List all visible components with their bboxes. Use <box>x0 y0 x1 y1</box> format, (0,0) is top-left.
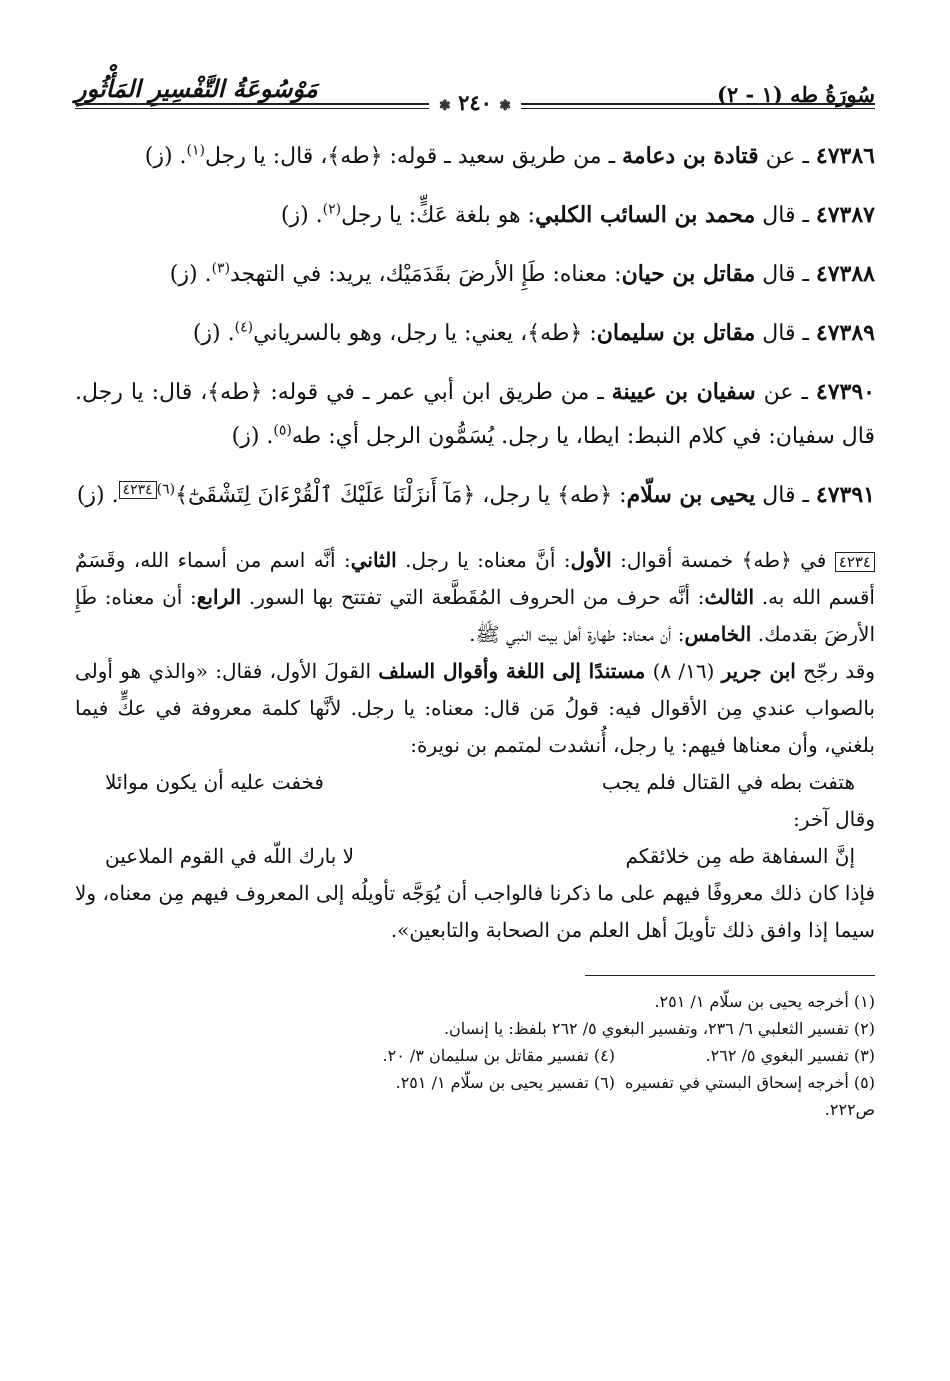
narrator-name: سفيان بن عيينة <box>611 379 756 405</box>
poetry-verse <box>75 838 875 875</box>
verse-hemistich: فخفت عليه أن يكون موائلا <box>105 770 324 794</box>
commentary-paragraph <box>75 542 875 653</box>
entry-intro: ـ عن <box>758 144 816 169</box>
entry-intro: ـ قال <box>755 321 816 346</box>
footnote-ref: (٢) <box>322 201 342 218</box>
footnote-ref: (٥) <box>273 422 292 439</box>
commentary-section <box>75 542 875 949</box>
narration-entry <box>75 134 875 179</box>
entry-intro: ـ قال <box>755 203 816 228</box>
verse-hemistich: إنَّ السفاهة طه مِن خلائقكم <box>625 844 855 868</box>
narration-entry <box>75 193 875 238</box>
verse-hemistich: هتفت بطه في القتال فلم يجب <box>601 770 855 794</box>
footnote: (٥) أخرجه إسحاق البستي في تفسيره ص٢٢٢. <box>624 1073 875 1119</box>
book-title: مَوْسُوعَةُ التَّفْسِيرِ المَأْثُورِ <box>75 74 318 103</box>
footnote-ref: (٤) <box>234 319 254 336</box>
entry-text: : ﴿طه﴾، يعني: يا رجل، وهو بالسرياني <box>253 321 597 346</box>
narrator-name: يحيى بن سلّام <box>626 482 756 508</box>
footnote-row <box>75 1069 875 1123</box>
emphasized-term: الثاني <box>350 548 397 572</box>
commentary-ref-box[interactable]: ٤٢٣٤ <box>119 481 157 499</box>
footnote: (١) أخرجه يحيى بن سلّام ١/ ٢٥١. <box>654 992 875 1011</box>
narrator-name: محمد بن السائب الكلبي <box>535 202 756 228</box>
entry-suffix: . (ز) <box>169 262 212 287</box>
footnote: (٦) تفسير يحيى بن سلّام ١/ ٢٥١. <box>395 1073 615 1092</box>
commentary-paragraph: فإذا كان ذلك معروفًا فيهم على ما ذكرنا فالواجب أن يُوَجَّه تأويلُه إلى المعروف فيهم مِن معناه، ولا سيما إذا وافق ذلك تأويلَ أهل العلم من الصحابة والتابعين». <box>75 881 875 942</box>
verse-hemistich: لا بارك اللّه في القوم الملاعين <box>105 844 355 868</box>
footnote: (٣) تفسير البغوي ٥/ ٢٦٢. <box>705 1046 875 1065</box>
entry-intro: ـ عن <box>755 380 816 405</box>
poetry-verse <box>75 764 875 801</box>
footnotes <box>75 988 875 1123</box>
entry-text: ـ من طريق سعيد ـ قوله: ﴿طه﴾، قال: يا رجل <box>205 144 623 169</box>
entry-number: ٤٧٣٨٦ <box>815 143 875 169</box>
narrator-name: قتادة بن دعامة <box>622 143 759 169</box>
entry-number: ٤٧٣٨٧ <box>815 202 875 228</box>
entry-number: ٤٧٣٩١ <box>815 482 875 508</box>
commentary-paragraph: وقال آخر: <box>793 807 875 831</box>
narrations <box>75 134 875 518</box>
emphasized-term: ابن جرير <box>721 659 796 683</box>
commentary-text: في ﴿طه﴾ خمسة أقوال: الأول: أنَّ معناه: يا رجل. الثاني: أنَّه اسم من أسماء الله، وقَسَمٌ أقسم الله به. الثالث: أنَّه حرف من الحروف المُقَطَّعة التي تفتتح بها السور. الرابع: أن معناه: طَإِ الأرضَ بقدمك. الخامس: أن معناه: طهارة أهل بيت النبي ﷺ. <box>75 548 875 646</box>
entry-intro: ـ قال <box>755 483 816 508</box>
entry-suffix: . (ز) <box>192 321 235 346</box>
entry-text: : هو بلغة عَكٍّ: يا رجل <box>341 203 536 228</box>
footnote-ref: (٦) <box>156 481 176 498</box>
emphasized-term: الرابع <box>196 585 242 609</box>
footnote-ref: (١) <box>186 142 205 159</box>
commentary-paragraph: وقد رجّح ابن جرير (١٦/ ٨) مستندًا إلى اللغة وأقوال السلف القولَ الأول، فقال: «والذي هو أولى بالصواب عندي مِن الأقوال فيه: قولُ مَن قال: معناه: يا رجل. لأنَّها كلمة معروفة في عكٍّ فيما بلغني، وأن معناها فيهم: يا رجل، أُنشدت لمتمم بن نويرة: <box>75 659 875 757</box>
entry-number: ٤٧٣٩٠ <box>815 379 875 405</box>
footnote-row <box>75 1042 875 1069</box>
entry-suffix: . (ز) <box>76 483 119 508</box>
footnote: (٢) تفسير الثعلبي ٦/ ٢٣٦، وتفسير البغوي ٥/ ٢٦٢ بلفظ: يا إنسان. <box>443 1019 875 1038</box>
footnote-ref: (٣) <box>211 260 231 277</box>
emphasized-term: الأول <box>570 548 612 572</box>
narration-entry <box>75 473 875 518</box>
emphasized-term: الخامس <box>684 622 752 646</box>
surah-heading: سُورَةُ طه (١ - ٢) <box>717 82 875 107</box>
entry-number: ٤٧٣٨٩ <box>815 320 875 346</box>
narrator-name: مقاتل بن سليمان <box>596 320 756 346</box>
page-header <box>75 60 875 115</box>
commentary-number-box: ٤٢٣٤ <box>835 552 875 572</box>
entry-suffix: . (ز) <box>144 144 187 169</box>
entry-text: : ﴿طه﴾ يا رجل، ﴿مَآ أَنزَلْنَا عَلَيْكَ ٱلْقُرْءَانَ لِتَشْقَىٰٓ﴾ <box>175 483 627 508</box>
footnote: (٤) تفسير مقاتل بن سليمان ٣/ ٢٠. <box>382 1046 615 1065</box>
narration-entry <box>75 370 875 459</box>
entry-intro: ـ قال <box>755 262 816 287</box>
emphasized-term: مستندًا إلى اللغة وأقوال السلف <box>378 659 646 683</box>
entry-suffix: . (ز) <box>280 203 323 228</box>
footnote-rule <box>585 975 875 976</box>
entry-text: ـ من طريق ابن أبي عمر ـ في قوله: ﴿طه﴾، قال: يا رجل. قال سفيان: في كلام النبط: ايطا، يا رجل. يُسَمُّون الرجل أي: طه <box>75 380 875 449</box>
narration-entry <box>75 252 875 297</box>
entry-text: : معناه: طَإِ الأرضَ بقَدَمَيْك، يريد: في التهجد <box>230 262 622 287</box>
entry-number: ٤٧٣٨٨ <box>815 261 875 287</box>
page-number <box>429 90 521 115</box>
entry-suffix: . (ز) <box>231 424 274 449</box>
ornament-icon: ❃ <box>439 98 451 114</box>
emphasized-term: الثالث <box>704 585 755 609</box>
narrator-name: مقاتل بن حيان <box>621 261 756 287</box>
page-number-text: ٢٤٠ <box>458 90 492 115</box>
ornament-icon: ❃ <box>499 98 511 114</box>
narration-entry <box>75 311 875 356</box>
